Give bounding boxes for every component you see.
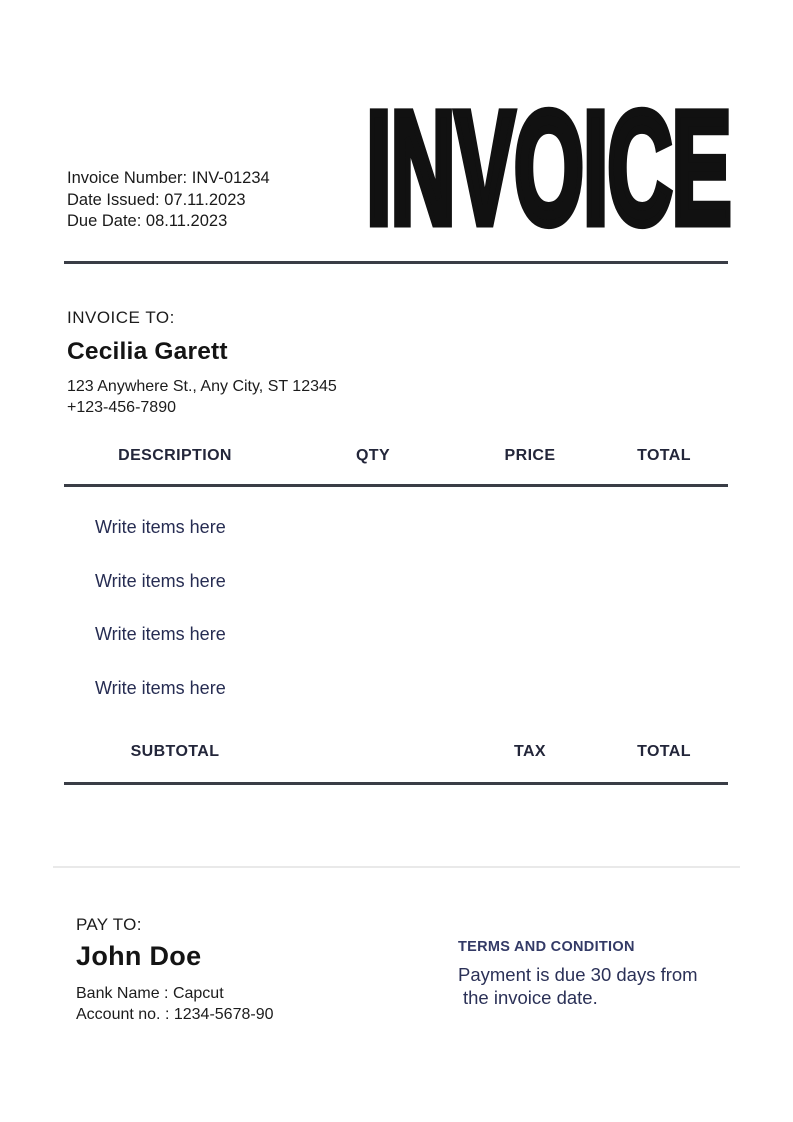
item-description-placeholder[interactable]: Write items here	[95, 517, 226, 537]
bill-to-heading: INVOICE TO:	[67, 308, 175, 327]
invoice-number-label: Invoice Number:	[67, 169, 188, 187]
bill-to-address: 123 Anywhere St., Any City, ST 12345	[67, 378, 337, 395]
totals-qty-spacer	[286, 743, 460, 761]
invoice-title: INVOICE	[366, 78, 731, 257]
account-number-line	[76, 1005, 273, 1026]
table-header-divider	[64, 484, 728, 487]
date-issued-value: 07.11.2023	[164, 190, 246, 209]
pay-to-name: John Doe	[76, 941, 202, 971]
header-divider	[64, 261, 728, 264]
bill-to-phone: +123-456-7890	[67, 399, 176, 416]
date-issued-label: Date Issued:	[67, 190, 160, 209]
column-header-total: TOTAL	[637, 447, 691, 464]
footer-divider	[53, 866, 740, 868]
invoice-number-line	[67, 168, 270, 190]
terms-text-line1: Payment is due 30 days from	[458, 964, 698, 985]
column-header-price: PRICE	[504, 447, 556, 464]
invoice-meta-block	[67, 168, 270, 233]
items-table-header	[64, 447, 728, 465]
item-description-placeholder[interactable]: Write items here	[95, 677, 226, 698]
totals-row	[64, 743, 728, 761]
account-number-label: Account no. :	[76, 1005, 170, 1023]
invoice-number-value: INV-01234	[191, 169, 270, 187]
bank-name-value: Capcut	[172, 985, 224, 1002]
bill-to-section	[67, 308, 337, 418]
pay-to-heading: PAY TO:	[76, 915, 142, 934]
item-description-placeholder[interactable]: Write items here	[95, 624, 226, 644]
date-issued-line	[67, 190, 270, 212]
total-label: TOTAL	[637, 743, 691, 760]
subtotal-label: SUBTOTAL	[130, 743, 220, 760]
column-header-qty: QTY	[355, 447, 391, 464]
account-number-value: 1234-5678-90	[173, 1005, 274, 1023]
due-date-value: 08.11.2023	[145, 212, 228, 230]
totals-divider	[64, 782, 728, 785]
column-header-description: DESCRIPTION	[118, 447, 232, 464]
bill-to-name: Cecilia Garett	[67, 338, 228, 365]
item-description-placeholder[interactable]: Write items here	[95, 570, 226, 591]
tax-label: TAX	[513, 743, 546, 760]
due-date-label: Due Date:	[67, 212, 142, 230]
terms-text-line2: the invoice date.	[463, 987, 598, 1008]
terms-heading: TERMS AND CONDITION	[458, 939, 635, 955]
due-date-line	[67, 211, 270, 233]
bank-name-label: Bank Name :	[76, 985, 169, 1002]
items-list	[95, 518, 226, 732]
bank-name-line	[76, 984, 273, 1005]
pay-to-section	[76, 915, 273, 1025]
terms-section	[458, 939, 748, 1009]
